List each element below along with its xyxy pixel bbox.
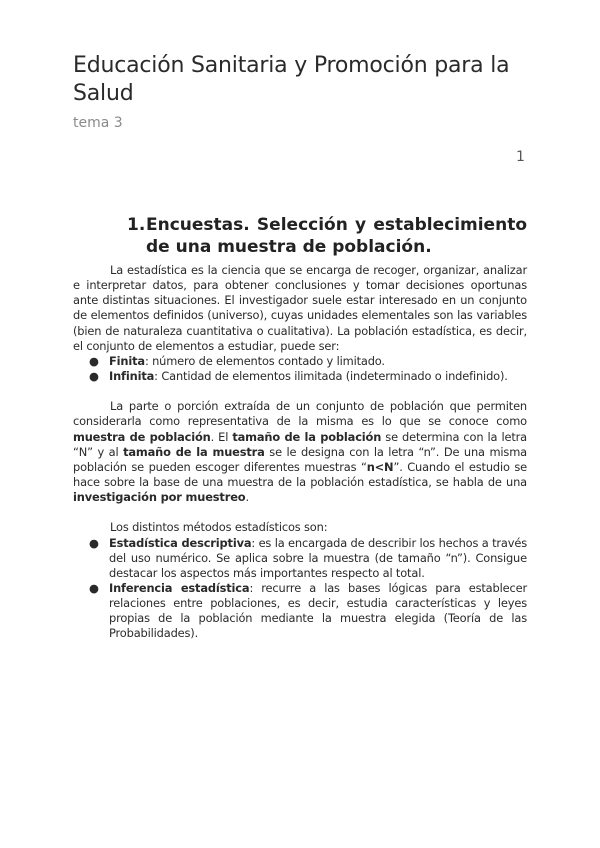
list-item-term: Estadística descriptiva: [109, 535, 252, 550]
bullet-icon: ●: [89, 580, 99, 595]
sample-text: se le designa con la letra “n”. De una misma población se pueden escoger diferentes muestras “: [73, 444, 527, 474]
sample-text: La parte o porción extraída de un conjunto de población que permiten considerarla como representativa de la misma es lo que se conoce como: [73, 399, 527, 429]
list-item: [89, 369, 527, 384]
sample-bold-term: tamaño de la población: [232, 429, 382, 444]
bullet-icon: ●: [89, 535, 99, 550]
sample-text: ”. Cuando el estudio se hace sobre la base de una muestra de la población estadística, se habla de una: [73, 459, 527, 490]
list-item: [89, 353, 527, 369]
bullet-icon: ●: [89, 353, 99, 368]
sample-paragraph: [73, 399, 527, 505]
sample-text: se determina con la letra “N” y al: [73, 429, 528, 459]
sample-bold-term: tamaño de la muestra: [123, 444, 265, 459]
list-item-text: : Cantidad de elementos ilimitada (indeterminado o indefinido).: [154, 369, 508, 384]
sample-text: . El: [210, 429, 233, 444]
methods-intro: Los distintos métodos estadísticos son:: [110, 520, 328, 535]
page-number: 1: [516, 149, 525, 165]
document-title: Educación Sanitaria y Promoción para la Salud: [73, 53, 510, 106]
list-item-term: Finita: [109, 353, 145, 368]
list-item-term: Inferencia estadística: [109, 580, 250, 595]
document-body: [73, 263, 527, 642]
section-heading-text: Encuestas. Selección y establecimiento de una muestra de población.: [146, 215, 527, 257]
sample-bold-term: investigación por muestreo: [73, 490, 246, 505]
bullet-icon: ●: [89, 369, 99, 384]
list-item-term: Infinita: [109, 369, 155, 384]
list-item-text: : recurre a las bases lógicas para establecer relaciones entre poblaciones, es decir, estudia características y leyes propias de la población mediante la muestra elegida (Teoría de las Probabilidades).: [109, 580, 527, 641]
document-subtitle: tema 3: [73, 115, 123, 131]
intro-paragraph: La estadística es la ciencia que se encarga de recoger, organizar, analizar e interpretar datos, para obtener conclusiones y tomar decisiones oportunas ante distintas situaciones. El investigador suele estar interesado en un conjunto de elementos definidos (universo), cuyas unidades elementales son las variables (bien de naturaleza cuantitativa o cualitativa). La población estadística, es decir, el conjunto de elementos a estudiar, puede ser:: [73, 263, 527, 353]
list-item: [89, 535, 527, 581]
sample-bold-term: n<N: [366, 459, 394, 474]
list-item: [89, 580, 527, 642]
section-number: 1.: [127, 215, 146, 235]
section-heading: [127, 214, 527, 258]
population-type-list: [73, 354, 527, 384]
sample-bold-term: muestra de población: [73, 429, 211, 444]
list-item-text: : es la encargada de describir los hechos a través del uso numérico. Se aplica sobre la muestra (de tamaño “n”). Consigue destacar los aspectos más importantes respecto al total.: [109, 535, 527, 580]
sample-text: .: [245, 490, 249, 505]
list-item-text: : número de elementos contado y limitado.: [144, 353, 385, 368]
methods-list: [73, 536, 527, 642]
